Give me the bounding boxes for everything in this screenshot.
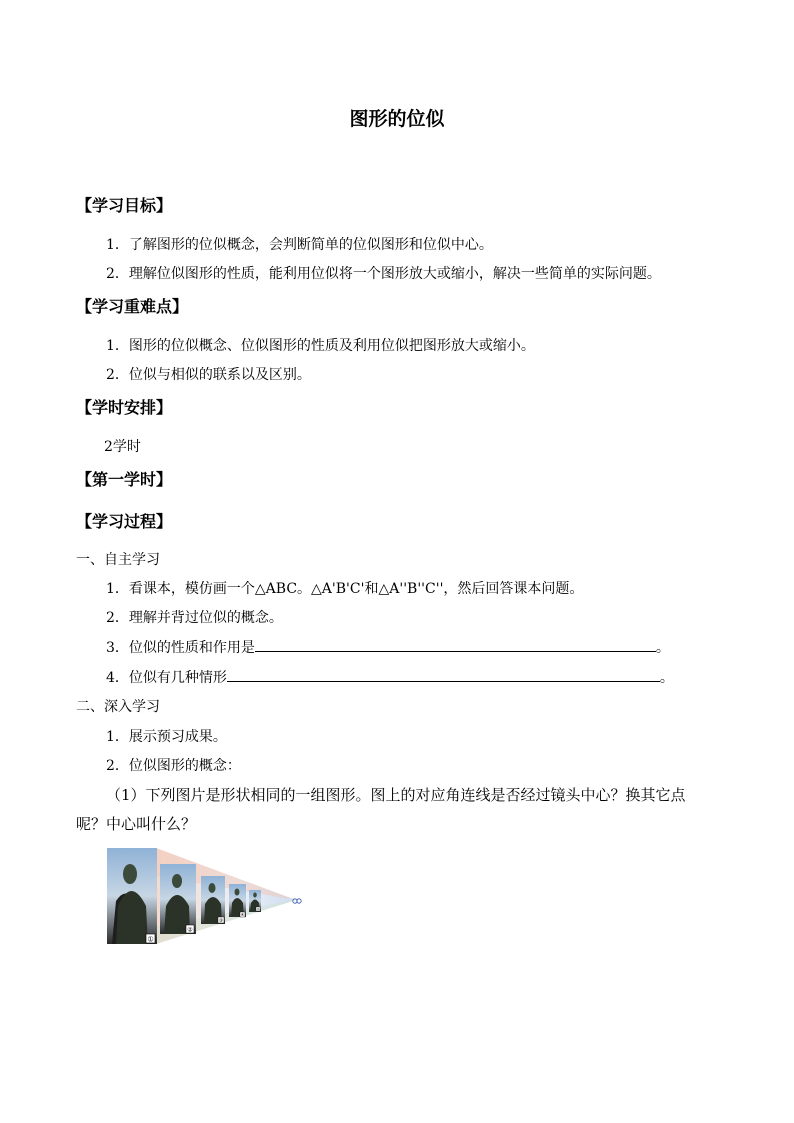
part2-item-1: 1．展示预习成果。 [106, 729, 227, 745]
question-line-1: （1）下列图片是形状相同的一组图形。图上的对应角连线是否经过镜头中心？换其它点 [106, 786, 686, 804]
part1-item-3-end: 。 [655, 640, 670, 656]
part2-item-2: 2．位似图形的概念： [106, 758, 241, 774]
page-title: 图形的位似 [349, 108, 445, 130]
photo-frame-2 [160, 864, 196, 934]
key-points-heading: 【学习重难点】 [76, 297, 189, 316]
key-point-item-2: 2．位似与相似的联系以及区别。 [106, 367, 311, 383]
part1-item-3 [106, 636, 670, 657]
frame-label-1: ① [147, 935, 154, 944]
part1-item-4 [106, 666, 674, 687]
lens-icon [293, 899, 301, 903]
frame-label-2: ② [187, 926, 193, 934]
schedule-text: 2学时 [104, 439, 141, 455]
frame-label-3: ③ [218, 918, 224, 924]
goal-item-1: 1．了解图形的位似概念，会判断简单的位似图形和位似中心。 [106, 237, 493, 253]
goal-item-2: 2．理解位似图形的性质，能利用位似将一个图形放大或缩小，解决一些简单的实际问题。 [106, 266, 661, 282]
homothety-photo-icon [106, 846, 304, 946]
part1-item-2: 2．理解并背过位似的概念。 [106, 610, 283, 626]
process-heading: 【学习过程】 [76, 512, 173, 531]
homothety-figure [106, 846, 304, 946]
key-point-item-1: 1．图形的位似概念、位似图形的性质及利用位似把图形放大或缩小。 [106, 338, 535, 354]
answer-blank-cases[interactable] [227, 666, 660, 682]
schedule-heading: 【学时安排】 [76, 398, 173, 417]
photo-frame-5 [249, 890, 261, 912]
frame-label-4: ④ [240, 912, 245, 917]
goals-heading: 【学习目标】 [76, 196, 173, 215]
part1-item-3-text: 3．位似的性质和作用是 [106, 640, 255, 656]
question-line-2: 呢？中心叫什么？ [76, 815, 197, 833]
part1-item-4-end: 。 [659, 670, 674, 686]
photo-frame-3 [201, 876, 225, 924]
photo-frame-1 [107, 848, 157, 944]
frame-label-5: ⑤ [256, 907, 260, 912]
photo-frame-4 [229, 884, 246, 917]
part1-title: 一、自主学习 [76, 552, 160, 568]
part1-item-1: 1．看课本，模仿画一个△ABC。△A'B'C'和△A''B''C''，然后回答课本问题。 [106, 581, 584, 597]
part2-title: 二、深入学习 [76, 699, 160, 715]
answer-blank-properties[interactable] [255, 636, 656, 652]
first-period-heading: 【第一学时】 [76, 470, 173, 489]
part1-item-4-text: 4．位似有几种情形 [106, 670, 227, 686]
